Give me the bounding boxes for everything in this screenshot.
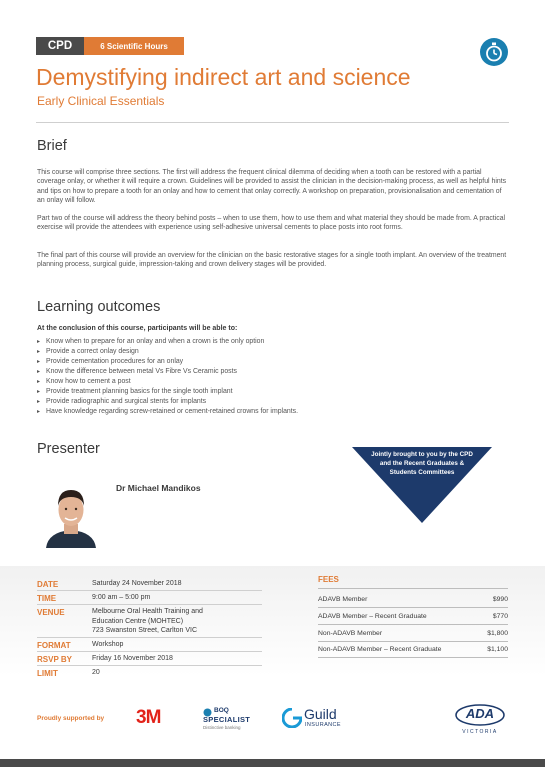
boq-line-1: BOQ <box>214 707 229 714</box>
footer-bar <box>0 759 545 767</box>
fees-heading: FEES <box>318 575 339 584</box>
outcome-item: ▸ Provide treatment planning basics for the single tooth implant <box>37 387 298 397</box>
supported-by-label: Proudly supported by <box>37 715 105 722</box>
scientific-hours-label: 6 Scientific Hours <box>84 37 184 55</box>
fees-divider <box>318 588 508 589</box>
detail-row-rsvp <box>37 653 262 666</box>
detail-row-time <box>37 592 262 605</box>
brief-paragraph-1: This course will comprise three sections. The first will address the frequent clinical dilemma of deciding when a tooth can be restored with a partial coverage onlay, or whether it will require a crown. Guidelines will be provided to assist the clinician in the decision-making process, as well as helpful hints and tips on how to prepare a tooth for an onlay and how to cement that onlay correctly. A workshop on preparation, provisionalisation and cementation of an onlay will follow. <box>37 169 507 205</box>
logo-ada-victoria <box>450 704 510 738</box>
fee-label: Non-ADAVB Member <box>318 630 383 637</box>
limit-label: LIMIT <box>37 669 58 678</box>
outcome-item: ▸ Provide cementation procedures for an onlay <box>37 357 298 367</box>
detail-row-format <box>37 639 262 652</box>
venue-line-1: Melbourne Oral Health Training and <box>92 608 203 615</box>
boq-tagline: Distinctive banking <box>203 725 241 730</box>
page-subtitle: Early Clinical Essentials <box>37 94 165 108</box>
brief-paragraph-2: Part two of the course will address the theory behind posts – when to use them, how to use them and what material they should be made from. A practical exercise will provide the attendees with experience using self-adhesive universal cements to place posts into root forms. <box>37 215 506 232</box>
fee-label: ADAVB Member – Recent Graduate <box>318 613 427 620</box>
venue-line-2: Education Centre (MOHTEC) <box>92 617 184 625</box>
detail-row-venue <box>37 606 262 638</box>
joint-note: Jointly brought to you by the CPD and the Recent Graduates & Students Committees <box>371 451 473 476</box>
presenter-heading: Presenter <box>37 441 100 457</box>
logo-guild-insurance <box>282 706 350 732</box>
time-value: 9:00 am – 5:00 pm <box>92 594 151 601</box>
learning-outcomes-lead: At the conclusion of this course, participants will be able to: <box>37 325 238 332</box>
guild-line-2: INSURANCE <box>305 722 341 728</box>
fee-row <box>318 630 508 637</box>
outcome-item: ▸ Have knowledge regarding screw-retained or cement-retained crowns for implants. <box>37 407 298 417</box>
fees-divider <box>318 657 508 658</box>
guild-line-1: Guild <box>304 706 337 722</box>
fee-price: $990 <box>492 596 508 603</box>
cpd-label: CPD <box>36 37 84 55</box>
format-value: Workshop <box>92 641 124 648</box>
stopwatch-icon <box>479 37 509 67</box>
outcome-item: ▸ Provide radiographic and surgical stents for implants <box>37 397 298 407</box>
venue-label: VENUE <box>37 608 65 617</box>
fees-divider <box>318 624 508 625</box>
detail-row-date <box>37 578 262 591</box>
ada-mark: ADA <box>465 706 495 721</box>
brief-heading: Brief <box>37 138 67 154</box>
fee-row <box>318 613 508 620</box>
outcome-item: ▸ Know the difference between metal Vs Fibre Vs Ceramic posts <box>37 367 298 377</box>
fee-row <box>318 646 508 653</box>
divider <box>36 122 509 123</box>
limit-value: 20 <box>92 669 100 676</box>
format-label: FORMAT <box>37 641 71 650</box>
logo-3m: 3M <box>136 707 161 728</box>
learning-outcomes-list <box>37 337 298 417</box>
presenter-name: Dr Michael Mandikos <box>116 483 201 493</box>
fee-label: ADAVB Member <box>318 596 368 603</box>
guild-mark-icon <box>282 708 302 728</box>
rsvp-label: RSVP BY <box>37 655 72 664</box>
outcome-item: ▸ Know how to cement a post <box>37 377 298 387</box>
cpd-badge <box>36 37 184 55</box>
fee-label: Non-ADAVB Member – Recent Graduate <box>318 646 442 653</box>
venue-value <box>92 607 203 636</box>
outcome-item: ▸ Provide a correct onlay design <box>37 347 298 357</box>
detail-row-limit <box>37 667 262 679</box>
fee-row <box>318 596 508 603</box>
outcome-item: ▸ Know when to prepare for an onlay and when a crown is the only option <box>37 337 298 347</box>
fee-price: $1,800 <box>487 630 508 637</box>
ada-sub: VICTORIA <box>462 729 498 735</box>
fee-price: $770 <box>492 613 508 620</box>
date-label: DATE <box>37 580 59 589</box>
fees-divider <box>318 607 508 608</box>
learning-outcomes-heading: Learning outcomes <box>37 299 161 315</box>
date-value: Saturday 24 November 2018 <box>92 580 182 587</box>
page-title: Demystifying indirect art and science <box>36 64 411 90</box>
brief-paragraph-3: The final part of this course will provide an overview for the clinician on the basic restorative stages for a single tooth implant. An overview of the treatment planning process, surgical guide, impression-taking and crown delivery stages will be provided. <box>37 252 507 269</box>
boq-line-2: SPECIALIST <box>203 715 251 724</box>
rsvp-value: Friday 16 November 2018 <box>92 655 173 662</box>
time-label: TIME <box>37 594 57 603</box>
venue-line-3: 723 Swanston Street, Carlton VIC <box>92 627 198 634</box>
fee-price: $1,100 <box>487 646 508 653</box>
presenter-photo <box>42 480 100 548</box>
fees-divider <box>318 641 508 642</box>
